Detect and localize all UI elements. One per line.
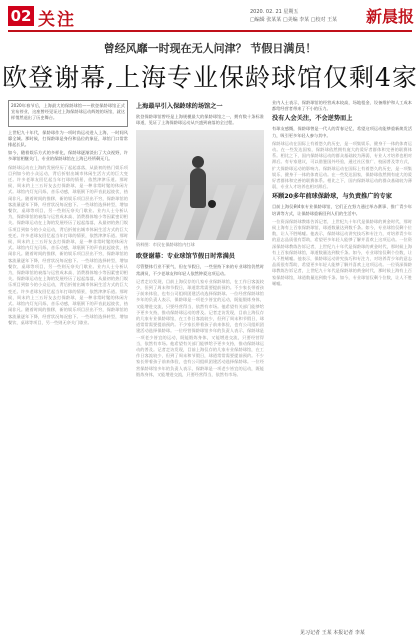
article-paragraph: 目前上海仅剩4家专业保龄球馆，它们正在努力通过举办赛事、推广青少年培训等方式，让保龄球重新回到人们的生活中。 bbox=[272, 204, 412, 216]
bowling-ball bbox=[208, 200, 216, 208]
article-column-1 bbox=[8, 100, 128, 630]
subheading: 环顾20多年前球保龄球，与负责推广的专家 bbox=[272, 193, 392, 201]
subheading: 没有人会关注，不会逆势而上 bbox=[272, 115, 353, 123]
date-line: 2020. 02. 21 星期五 bbox=[250, 9, 299, 15]
subheading: 欧登谢幕：专业球馆节假日时常满员 bbox=[136, 253, 235, 261]
headline: 欧登谢幕,上海专业保龄球馆仅剩4家 bbox=[2, 63, 418, 92]
editor-line: □编辑 张某某 □美编 李某 □校对 王某 bbox=[250, 17, 338, 23]
bowling-photo bbox=[136, 130, 264, 240]
bowling-lane bbox=[228, 185, 264, 240]
intro-box bbox=[8, 100, 128, 127]
photo-caption: 资料图：市民在保龄球馆内打球 bbox=[136, 242, 195, 247]
article-column-3 bbox=[272, 100, 412, 630]
byline: 见习记者 王某 本报记者 李某 bbox=[300, 630, 365, 636]
intro-paragraph: 2020年春节后，上海最大的保龄球馆——欧登保龄球馆正式宣布停业，这座曾经见证过上海保龄球运动辉煌的场馆，就这样悄然退出了历史舞台。 bbox=[11, 103, 125, 121]
article-paragraph: 有球友感慨，保龄球曾是一代人的青春记忆，希望这项运动能够重新焕发活力，吸引更多年轻人参与其中。 bbox=[272, 126, 412, 138]
article-body-text: 一位资深保龄球教练告诉记者，上世纪九十年代是保龄球的黄金时代，那时候上海有上百家保龄球馆，球道数量达到数千条。如今，专业球馆仅剩个位数，让人不胜唏嘘。他表示，保龄球运动讲究技巧和专注力，对培养青少年的意志品质很有帮助，希望更多年轻人能够了解并喜欢上这项运动。一位资深保龄球教练告诉记者，上世纪九十年代是保龄球的黄金时代，那时候上海有上百家保龄球馆，球道数量达到数千条。如今，专业球馆仅剩个位数，让人不胜唏嘘。他表示，保龄球运动讲究技巧和专注力，对培养青少年的意志品质很有帮助，希望更多年轻人能够了解并喜欢上这项运动。一位资深保龄球教练告诉记者，上世纪九十年代是保龄球的黄金时代，那时候上海有上百家保龄球馆，球道数量达到数千条。如今，专业球馆仅剩个位数，让人不胜唏嘘。 bbox=[272, 218, 412, 286]
page-header bbox=[0, 0, 420, 34]
bowler-head bbox=[192, 156, 204, 168]
article-paragraph: 业内人士表示，保龄球馆的经营成本较高，场地租金、设备维护和人工成本都给经营者带来了不小的压力。 bbox=[272, 100, 412, 112]
kicker-line: 曾经风靡一时现在无人问津？ 节假日满员！ bbox=[103, 42, 317, 55]
article-paragraph: 欧登保龄球馆曾经是上海规模最大的保龄球馆之一，拥有数十条标准球道，见证了上海保龄球运动从兴盛到衰落的全过程。 bbox=[136, 114, 264, 126]
article-paragraph: 上世纪九十年代，保龄球作为一项时尚运动进入上海，一时间风靡全城。那时候，打保龄球是身份和品位的象征，球馆门口常常排起长队。 bbox=[8, 129, 128, 148]
article-paragraph: 尽管整体行业不景气，但在节假日，一些坚持下来的专业球馆仍然时常满员，不少老球友和年轻人依然钟爱这项运动。 bbox=[136, 264, 264, 276]
section-title: 关注 bbox=[38, 10, 76, 30]
article-body-text: 保龄球运动在上海的发展经历了起起落落，从最初的热门娱乐项目到如今的小众运动，背后折射出城市休闲生活方式的巨大变迁。许多老球友回忆起当年打球的情景，依然津津乐道。那时候，周末约上三五好友去打保龄球，是一种非常时髦的休闲方式。球馆内灯光闪烁，音乐动感，球瓶倒下的声音此起彼伏，热闹非凡。随着时间的推移，新的娱乐项目层出不穷，保龄球馆的客流量逐年下降，经营状况每况愈下。一些球馆选择转型，增加餐饮、桌球等项目，另一些则无奈关门歇业。业内人士分析认为，保龄球馆的衰落与运营成本高、消费群体缩小等因素密切相关。保龄球运动在上海的发展经历了起起落落，从最初的热门娱乐项目到如今的小众运动，背后折射出城市休闲生活方式的巨大变迁。许多老球友回忆起当年打球的情景，依然津津乐道。那时候，周末约上三五好友去打保龄球，是一种非常时髦的休闲方式。球馆内灯光闪烁，音乐动感，球瓶倒下的声音此起彼伏，热闹非凡。随着时间的推移，新的娱乐项目层出不穷，保龄球馆的客流量逐年下降，经营状况每况愈下。一些球馆选择转型，增加餐饮、桌球等项目，另一些则无奈关门歇业。业内人士分析认为，保龄球馆的衰落与运营成本高、消费群体缩小等因素密切相关。保龄球运动在上海的发展经历了起起落落，从最初的热门娱乐项目到如今的小众运动，背后折射出城市休闲生活方式的巨大变迁。许多老球友回忆起当年打球的情景，依然津津乐道。那时候，周末约上三五好友去打保龄球，是一种非常时髦的休闲方式。球馆内灯光闪烁，音乐动感，球瓶倒下的声音此起彼伏，热闹非凡。随着时间的推移，新的娱乐项目层出不穷，保龄球馆的客流量逐年下降，经营状况每况愈下。一些球馆选择转型，增加餐饮、桌球等项目，另一些则无奈关门歇业。 bbox=[8, 164, 128, 325]
page-number: 02 bbox=[8, 6, 34, 26]
article-body-text: 保龄球运动在国际上有着悠久的历史，是一项集娱乐、健身于一体的体育运动。在一些发达国家，保龄球依然拥有庞大的爱好者群体和完善的联赛体系。相比之下，国内保龄球运动的群众基础较为薄弱，专业人才培养也相对滞后。有专家建议，可以借鉴国外经验，通过社区推广、校园普及等方式，扩大保龄球运动的影响力。保龄球运动在国际上有着悠久的历史，是一项集娱乐、健身于一体的体育运动。在一些发达国家，保龄球依然拥有庞大的爱好者群体和完善的联赛体系。相比之下，国内保龄球运动的群众基础较为薄弱，专业人才培养也相对滞后。 bbox=[272, 140, 412, 190]
subheading: 上海最早引入保龄球的场馆之一 bbox=[136, 103, 223, 110]
newspaper-logo: 新晨报 bbox=[365, 7, 414, 26]
article-paragraph: 如今，随着娱乐方式的多样化，保龄球逐渐淡出了大众视野，许多球馆相继关门，专业的保龄球馆在上海已经所剩无几。 bbox=[8, 150, 128, 162]
header-rule bbox=[8, 30, 412, 32]
bowler-figure bbox=[190, 168, 206, 208]
article-body-text: 记者走访发现，目前上海仅存的几家专业保龄球馆，在工作日客流较少，但到了周末和节假日，球道常常需要提前预约。不少家长带着孩子前来体验，也有公司组织团建活动选择保龄球。一位经营保龄球馆多年的负责人表示，保龄球是一项老少皆宜的运动，既能锻炼身体，又能增进交流，只要经营得当，依然有市场。他希望有关部门能够给予更多支持，推动保龄球运动的普及。记者走访发现，目前上海仅存的几家专业保龄球馆，在工作日客流较少，但到了周末和节假日，球道常常需要提前预约。不少家长带着孩子前来体验，也有公司组织团建活动选择保龄球。一位经营保龄球馆多年的负责人表示，保龄球是一项老少皆宜的运动，既能锻炼身体，又能增进交流，只要经营得当，依然有市场。他希望有关部门能够给予更多支持，推动保龄球运动的普及。记者走访发现，目前上海仅存的几家专业保龄球馆，在工作日客流较少，但到了周末和节假日，球道常常需要提前预约。不少家长带着孩子前来体验，也有公司组织团建活动选择保龄球。一位经营保龄球馆多年的负责人表示，保龄球是一项老少皆宜的运动，既能锻炼身体，又能增进交流，只要经营得当，依然有市场。 bbox=[136, 278, 264, 377]
